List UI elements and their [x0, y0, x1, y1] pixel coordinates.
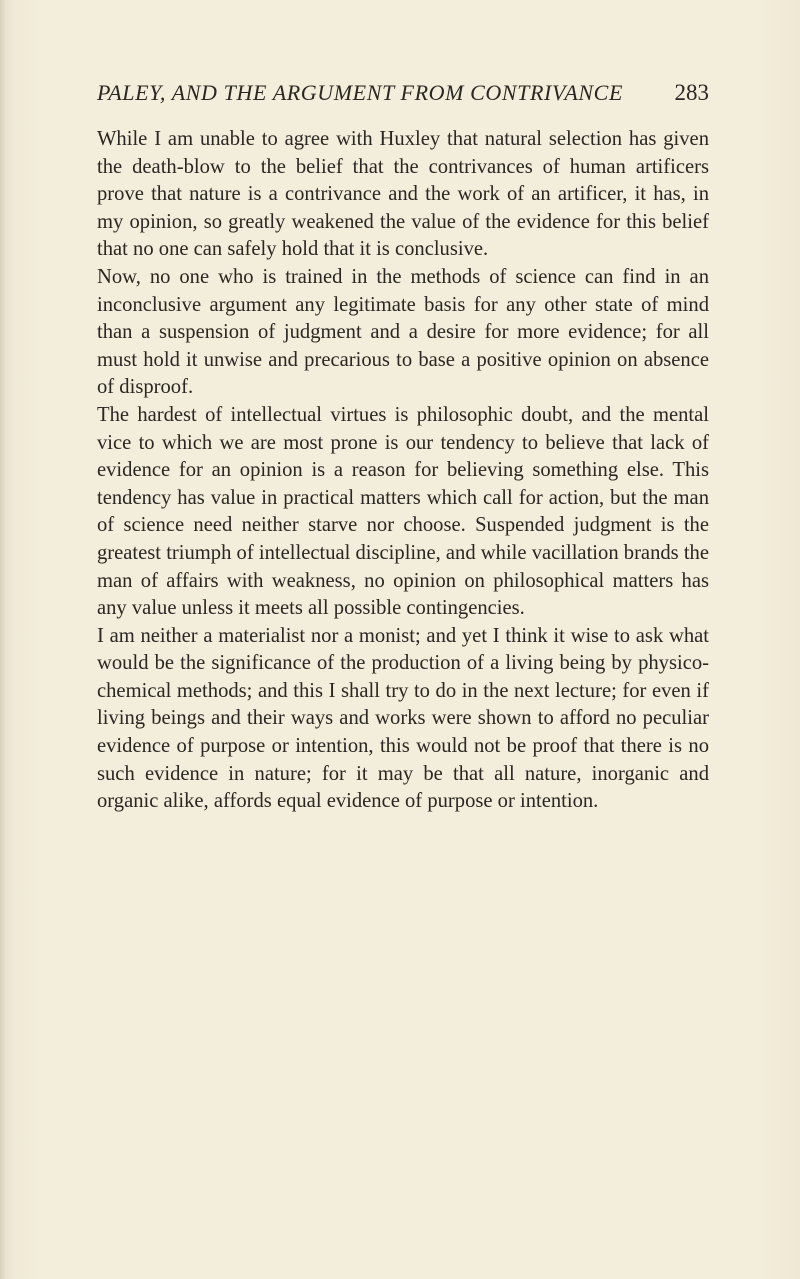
gutter-shadow — [0, 0, 6, 1279]
page-header — [97, 76, 709, 116]
paragraph: I am neither a materialist nor a monist; and yet I think it wise to ask what would be the significance of the production of a living being by physico-chemical methods; and this I shall try to do in the next lecture; for even if living beings and their ways and works were shown to afford no peculiar evidence of purpose or intention, this would not be proof that there is no such evidence in nature; for it may be that all nature, inorganic and organic alike, affords equal evidence of purpose or intention. — [97, 624, 709, 813]
paragraph: While I am unable to agree with Huxley that natural selection has given the death-blow to the belief that the contrivances of human artificers prove that nature is a contrivance and the work of an artificer, it has, in my opinion, so greatly weakened the value of the evidence for this belief that no one can safely hold that it is conclusive. — [97, 128, 709, 261]
page-number: 283 — [674, 80, 709, 105]
paragraph: Now, no one who is trained in the methods of science can find in an inconclusive argument any legitimate basis for any other state of mind than a suspension of judgment and a desire for more evidence; for all must hold it unwise and precarious to base a positive opinion on absence of disproof. — [97, 265, 709, 399]
paragraph: The hardest of intellectual virtues is philosophic doubt, and the mental vice to which we are most prone is our tendency to believe that lack of evidence for an opinion is a reason for believing something else. This tendency has value in practical matters which call for action, but the man of science need neither starve nor choose. Suspended judgment is the greatest triumph of intellectual discipline, and while vacillation brands the man of affairs with weakness, no opinion on philosophical matters has any value unless it meets all possible contingencies. — [97, 403, 709, 620]
body-text — [97, 126, 709, 816]
running-head: PALEY, AND THE ARGUMENT FROM CONTRIVANCE — [97, 80, 623, 105]
